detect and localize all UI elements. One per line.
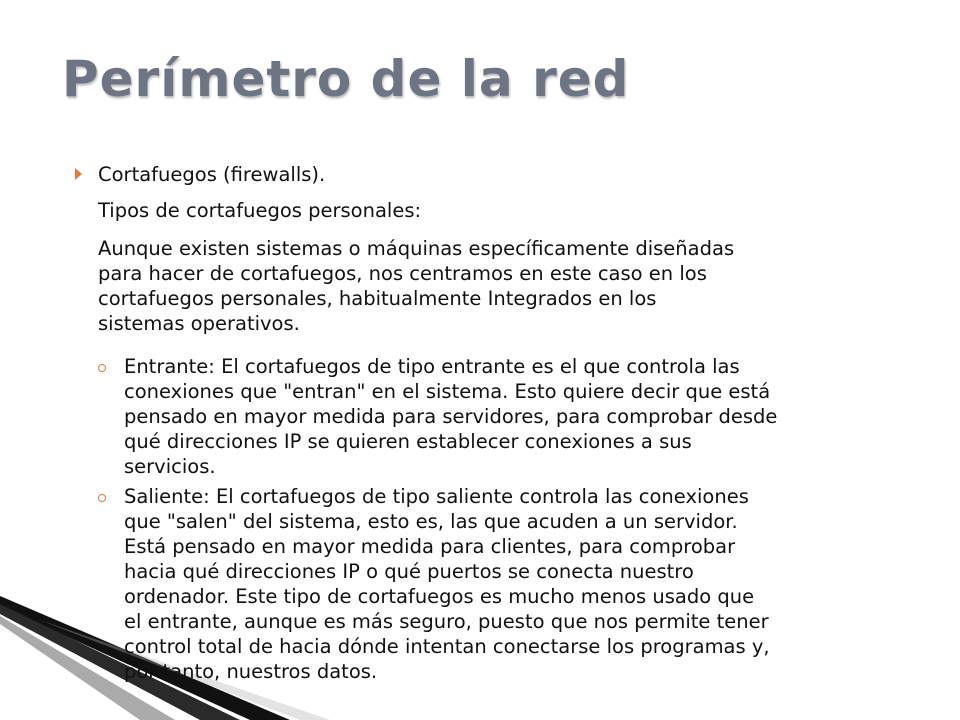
item-line: el entrante, aunque es más seguro, puesto que nos permite tener xyxy=(124,610,769,633)
item-line: Está pensado en mayor medida para clientes, para comprobar xyxy=(124,535,736,558)
item-line: : El cortafuegos de tipo entrante es el que controla las xyxy=(208,355,740,378)
item-line: conexiones que "entran" en el sistema. Esto quiere decir que está xyxy=(124,380,771,403)
bullet-text: Cortafuegos (firewalls). xyxy=(98,163,326,186)
paragraph-line: para hacer de cortafuegos, nos centramos en este caso en los xyxy=(98,262,707,285)
paragraph-line: cortafuegos personales, habitualmente Integrados en los xyxy=(98,287,657,310)
list-item-entrante xyxy=(124,354,924,479)
item-line: servicios. xyxy=(124,455,216,478)
item-line: por tanto, nuestros datos. xyxy=(124,660,378,683)
item-term: Saliente xyxy=(124,485,204,508)
paragraph xyxy=(98,236,898,336)
item-line: control total de hacia dónde intentan conectarse los programas y, xyxy=(124,635,770,658)
list-item-saliente xyxy=(124,484,924,684)
slide-title: Perímetro de la red xyxy=(62,50,630,108)
triangle-right-icon xyxy=(75,168,82,180)
circle-outline-icon xyxy=(98,364,106,372)
item-line: ordenador. Este tipo de cortafuegos es mucho menos usado que xyxy=(124,585,755,608)
item-line: : El cortafuegos de tipo saliente controla las conexiones xyxy=(203,485,749,508)
circle-outline-icon xyxy=(98,494,106,502)
item-line: que "salen" del sistema, esto es, las que acuden a un servidor. xyxy=(124,510,738,533)
item-term: Entrante xyxy=(124,355,209,378)
item-line: hacia qué direcciones IP o qué puertos se conecta nuestro xyxy=(124,560,694,583)
item-line: pensado en mayor medida para servidores, para comprobar desde xyxy=(124,405,778,428)
item-line: qué direcciones IP se quieren establecer conexiones a sus xyxy=(124,430,692,453)
paragraph-line: sistemas operativos. xyxy=(98,312,300,335)
paragraph-line: Aunque existen sistemas o máquinas específicamente diseñadas xyxy=(98,237,735,260)
subheading: Tipos de cortafuegos personales: xyxy=(98,199,422,222)
